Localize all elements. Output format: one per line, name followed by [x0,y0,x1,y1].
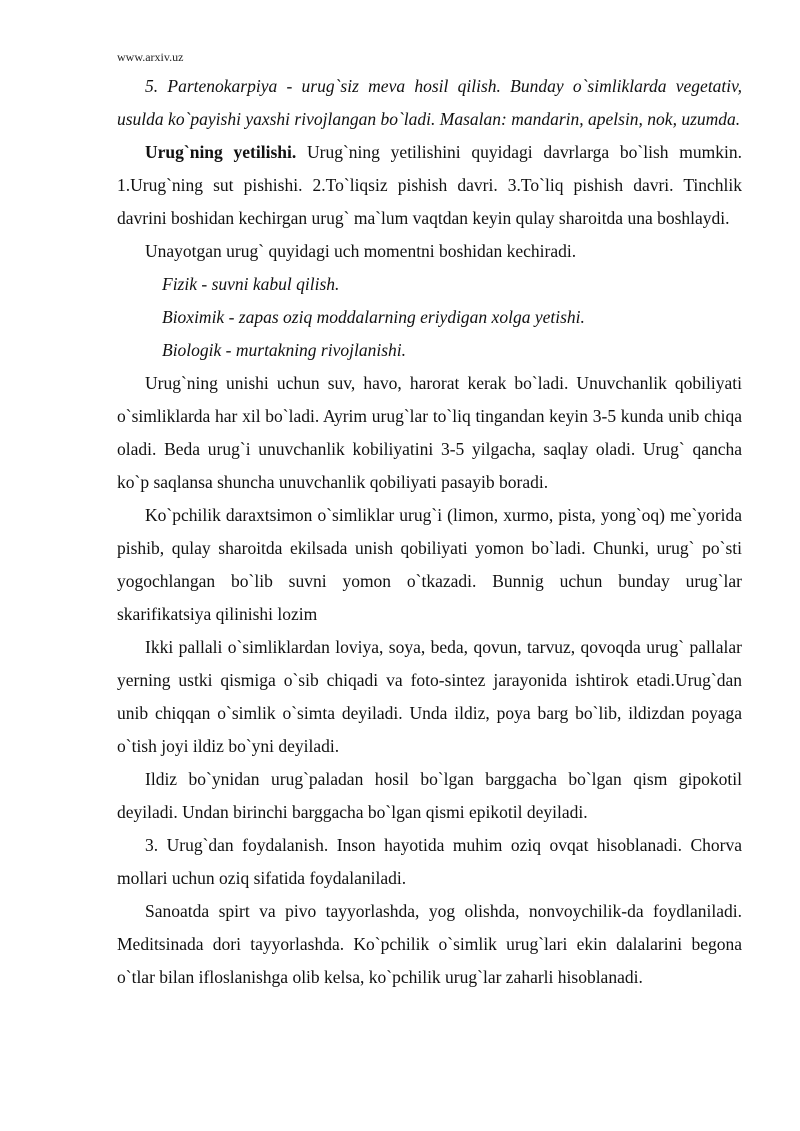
paragraph-hypocotyl: Ildiz bo`ynidan urug`paladan hosil bo`lgan barggacha bo`lgan qism gipokotil deyiladi. Undan birinchi barggacha bo`lgan qismi epikotil deyiladi. [117,769,742,822]
moment-biologik: Biologik - murtakning rivojlanishi. [162,340,407,360]
site-header: www.arxiv.uz [117,50,184,64]
section-heading-seed-ripening: Urug`ning yetilishi. [145,142,297,162]
moment-fizik: Fizik - suvni kabul qilish. [162,274,340,294]
paragraph-seed-ripening [117,136,742,235]
paragraph-germination-conditions: Urug`ning unishi uchun suv, havo, harorat kerak bo`ladi. Unuvchanlik qobiliyati o`simliklarda har xil bo`ladi. Ayrim urug`lar to`liq tingandan keyin 3-5 kunda unib chiqa oladi. Beda urug`i unuvchanlik kobiliyatini 3-5 yilgacha, saqlay oladi. Urug` qancha ko`p saqlansa shuncha unuvchanlik qobiliyati pasayib boradi. [117,373,742,492]
moments-list [117,268,742,367]
document-body [117,70,742,994]
paragraph-germination-moments: Unayotgan urug` quyidagi uch momentni boshidan kechiradi. [145,241,577,261]
seed-ripening-text: Urug`ning yetilishini quyidagi davrlarga bo`lish mumkin. 1.Urug`ning sut pishishi. 2.To`liqsiz pishish davri. 3.To`liq pishish davri. Tinchlik davrini boshidan kechirgan urug` ma`lum vaqtdan keyin qulay sharoitda una boshlaydi. [117,142,742,228]
paragraph-woody-plants: Ko`pchilik daraxtsimon o`simliklar urug`i (limon, xurmo, pista, yong`oq) me`yorida pishib, qulay sharoitda ekilsada unish qobiliyati yomon bo`ladi. Chunki, urug` po`sti yogochlangan bo`lib suvni yomon o`tkazadi. Bunnig uchun bunday urug`lar skarifikatsiya qilinishi lozim [117,505,742,624]
paragraph-dicotyledons: Ikki pallali o`simliklardan loviya, soya, beda, qovun, tarvuz, qovoqda urug` pallalar yerning ustki qismiga o`sib chiqadi va foto-sintez jarayonida ishtirok etadi.Urug`dan unib chiqqan o`simlik o`simta deyiladi. Unda ildiz, poya barg bo`lib, ildizdan poyaga o`tish joyi ildiz bo`yni deyiladi. [117,637,742,756]
paragraph-seed-usage: 3. Urug`dan foydalanish. Inson hayotida muhim oziq ovqat hisoblanadi. Chorva mollari uchun oziq sifatida foydalaniladi. [117,835,742,888]
paragraph-industry-usage: Sanoatda spirt va pivo tayyorlashda, yog olishda, nonvoychilik-da foydlaniladi. Meditsinada dori tayyorlashda. Ko`pchilik o`simlik urug`lari ekin dalalarini begona o`tlar bilan ifloslanishga olib kelsa, ko`pchilik urug`lar zaharli hisoblanadi. [117,901,742,987]
moment-bioximik: Bioximik - zapas oziq moddalarning eriydigan xolga yetishi. [162,307,585,327]
paragraph-partenokarpiya: 5. Partenokarpiya - urug`siz meva hosil qilish. Bunday o`simliklarda vegetativ, usulda ko`payishi yaxshi rivojlangan bo`ladi. Masalan: mandarin, apelsin, nok, uzumda. [117,76,742,129]
